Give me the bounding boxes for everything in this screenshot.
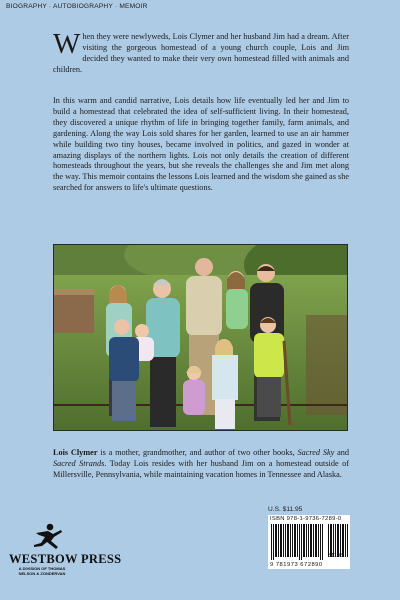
author-bio <box>53 448 349 481</box>
isbn-text: ISBN 978-1-9736-7289-0 <box>270 516 342 522</box>
family-photo <box>53 244 348 431</box>
bio-text-c: . Today Lois resides with her husband Jim on a homestead outside of Millersville, Pennsylvania, while maintaining vacation homes in Tennessee and Alaska. <box>53 458 349 479</box>
bio-text-b: and <box>334 448 350 457</box>
barcode-bars <box>268 515 350 569</box>
price-code: 51195 <box>328 553 344 559</box>
ean-digits: 9 781973 672890 <box>270 562 323 568</box>
runner-icon <box>12 520 78 552</box>
author-name: Lois Clymer <box>53 448 98 457</box>
family-photo-image <box>54 245 348 431</box>
drop-cap: W <box>53 28 81 60</box>
blurb-paragraph-2: In this warm and candid narrative, Lois details how life eventually led her and Jim to build a homestead that celebrated the idea of self-sufficient living. In their homestead, they discovered a unique rhythm of life in bringing together family, farm animals, and gardening. Along the way Lois sold shares for her garden, learned to use an air hammer while building two tiny houses, became involved in politics, and gazed in wonder at amazing displays of the northern lights. Lois not only details the creation of different homesteads throughout the years, but she reveals the challenges she and Jim met along the way. This memoir contains the lessons Lois learned and the wisdom she gained as she searched for answers to life's ultimate questions. <box>53 96 349 193</box>
blurb-paragraph-1-text: hen they were newlyweds, Lois Clymer and her husband Jim had a dream. After visiting the gorgeous homestead of a young church couple, Lois and Jim decided they wanted to make their very own homestead filled with animals and children. <box>53 32 349 74</box>
bio-text-a: is a mother, grandmother, and author of two other books, <box>97 448 298 457</box>
genre-label: BIOGRAPHY · AUTOBIOGRAPHY · MEMOIR <box>6 3 148 10</box>
barcode <box>268 515 350 569</box>
price-label: U.S. $11.95 <box>268 506 303 513</box>
book-title-2: Sacred Strands <box>53 458 105 468</box>
publisher-tagline: A DIVISION OF THOMAS NELSON & ZONDERVAN <box>18 566 66 576</box>
publisher-wordmark: WESTBOW PRESS <box>9 552 122 566</box>
blurb-paragraph-1 <box>53 28 349 76</box>
book-title-1: Sacred Sky <box>297 448 335 457</box>
